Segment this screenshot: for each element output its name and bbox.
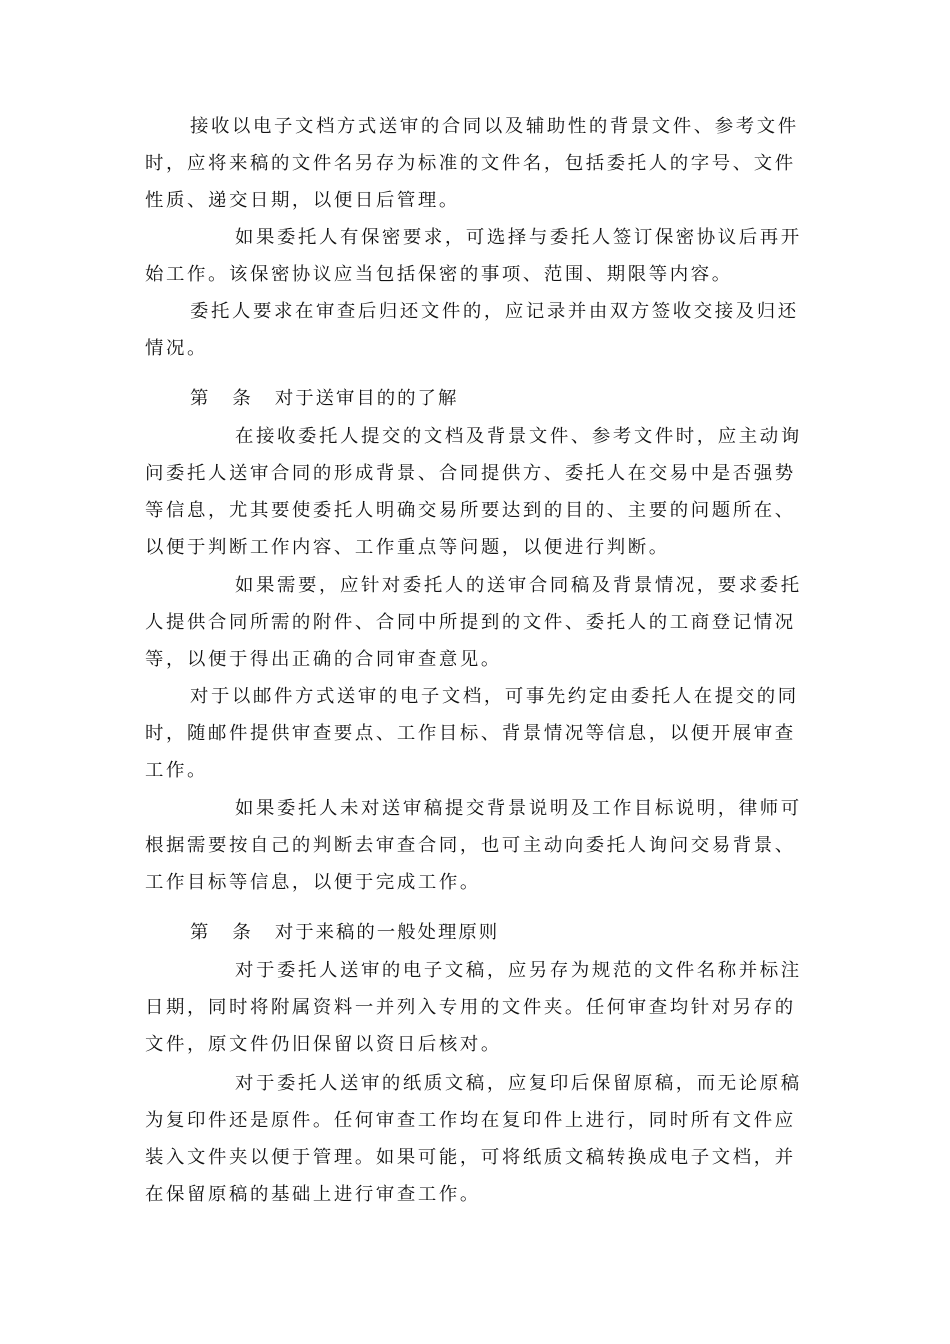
paragraph-line: 如果委托人未对送审稿提交背景说明及工作目标说明，律师可	[235, 798, 802, 819]
paragraph-line: 在接收委托人提交的文档及背景文件、参考文件时，应主动询	[235, 426, 802, 447]
paragraph-line: 工作目标等信息，以便于完成工作。	[145, 872, 481, 893]
paragraph	[145, 219, 805, 293]
paragraph-line: 装入文件夹以便于管理。如果可能，可将纸质文稿转换成电子文档，并	[145, 1147, 796, 1168]
paragraph-line: 接收以电子文档方式送审的合同以及辅助性的背景文件、参考文件	[190, 116, 799, 137]
paragraph	[145, 108, 805, 219]
paragraph-line: 等信息，尤其要使委托人明确交易所要达到的目的、主要的问题所在、	[145, 500, 796, 521]
paragraph	[145, 567, 805, 678]
paragraph-line: 性质、递交日期，以便日后管理。	[145, 190, 460, 211]
paragraph-line: 问委托人送审合同的形成背景、合同提供方、委托人在交易中是否强势	[145, 463, 796, 484]
paragraph-line: 对于委托人送审的电子文稿，应另存为规范的文件名称并标注	[235, 960, 802, 981]
paragraph-line: 情况。	[145, 338, 208, 359]
paragraph-line: 在保留原稿的基础上进行审查工作。	[145, 1184, 481, 1205]
paragraph-line: 人提供合同所需的附件、合同中所提到的文件、委托人的工商登记情况	[145, 612, 796, 633]
paragraph	[145, 952, 805, 1063]
paragraph	[145, 678, 805, 789]
heading-tiao: 条	[232, 922, 253, 943]
paragraph	[145, 1065, 805, 1213]
heading-di: 第	[190, 922, 211, 943]
heading-tiao: 条	[232, 388, 253, 409]
section-heading	[190, 914, 499, 951]
paragraph-line: 等，以便于得出正确的合同审查意见。	[145, 649, 502, 670]
paragraph-line: 如果委托人有保密要求，可选择与委托人签订保密协议后再开	[235, 227, 802, 248]
paragraph	[145, 418, 805, 566]
paragraph-line: 时，随邮件提供审查要点、工作目标、背景情况等信息，以便开展审查	[145, 723, 796, 744]
heading-title: 对于来稿的一般处理原则	[274, 922, 500, 943]
paragraph-line: 文件，原文件仍旧保留以资日后核对。	[145, 1034, 502, 1055]
paragraph-line: 为复印件还是原件。任何审查工作均在复印件上进行，同时所有文件应	[145, 1110, 796, 1131]
paragraph-line: 始工作。该保密协议应当包括保密的事项、范围、期限等内容。	[145, 264, 733, 285]
paragraph-line: 委托人要求在审查后归还文件的，应记录并由双方签收交接及归还	[190, 301, 799, 322]
paragraph-line: 时，应将来稿的文件名另存为标准的文件名，包括委托人的字号、文件	[145, 153, 796, 174]
paragraph-line: 对于委托人送审的纸质文稿，应复印后保留原稿，而无论原稿	[235, 1073, 802, 1094]
paragraph-line: 如果需要，应针对委托人的送审合同稿及背景情况，要求委托	[235, 575, 802, 596]
heading-di: 第	[190, 388, 211, 409]
section-heading	[190, 380, 458, 417]
paragraph-line: 根据需要按自己的判断去审查合同，也可主动向委托人询问交易背景、	[145, 835, 796, 856]
paragraph-line: 日期，同时将附属资料一并列入专用的文件夹。任何审查均针对另存的	[145, 997, 796, 1018]
paragraph	[145, 790, 805, 901]
paragraph-line: 以便于判断工作内容、工作重点等问题，以便进行判断。	[145, 537, 670, 558]
heading-title: 对于送审目的的了解	[274, 388, 459, 409]
paragraph-line: 对于以邮件方式送审的电子文档，可事先约定由委托人在提交的同	[190, 686, 799, 707]
paragraph	[145, 293, 805, 367]
paragraph-line: 工作。	[145, 760, 208, 781]
